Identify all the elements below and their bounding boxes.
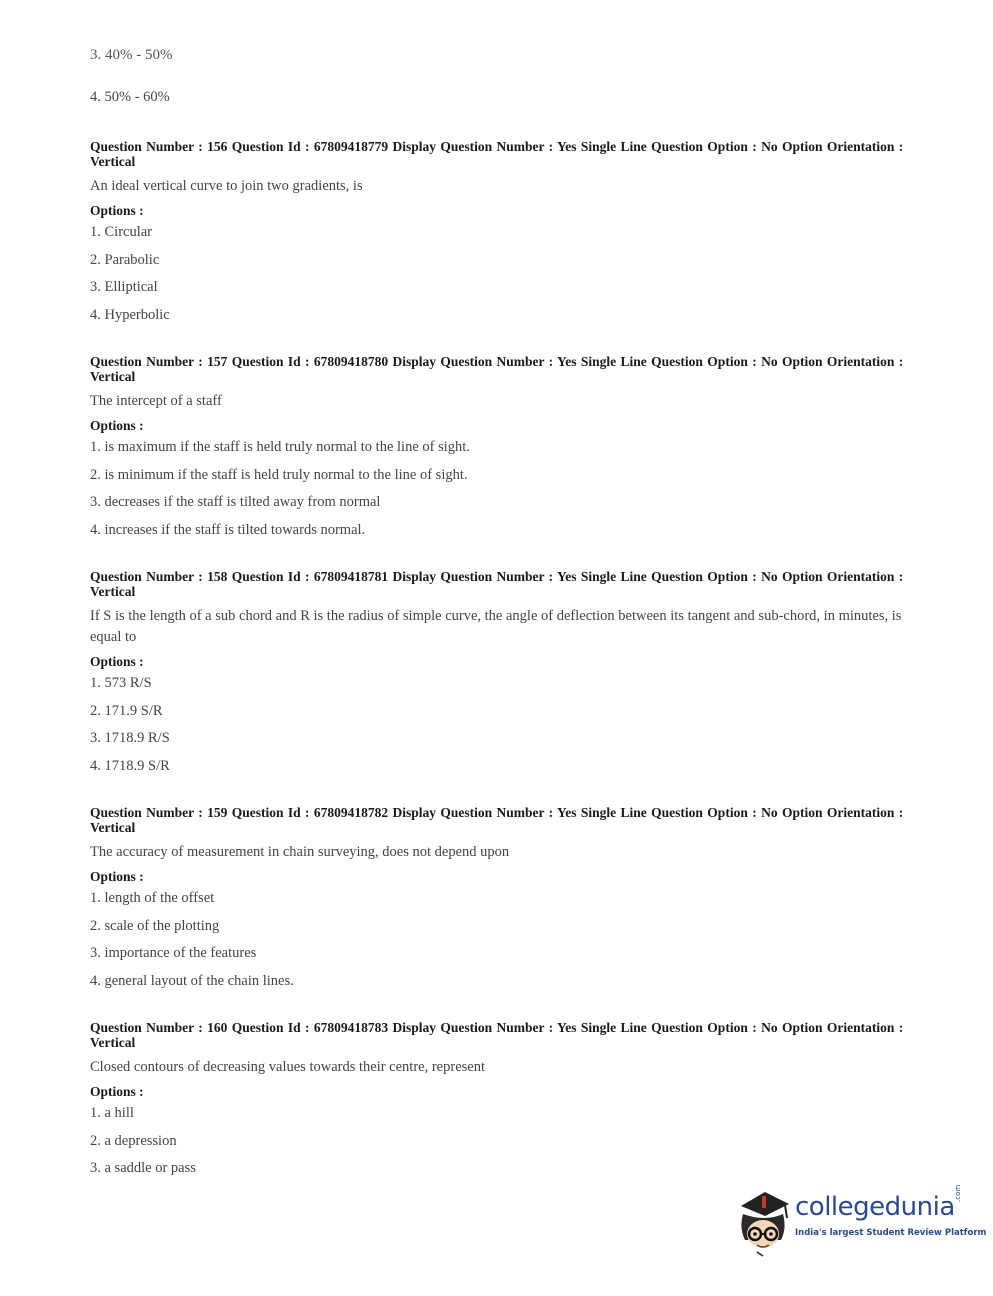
option-list <box>90 437 910 547</box>
question-text: The intercept of a staff <box>90 393 222 409</box>
options-label: Options : <box>90 203 144 218</box>
logo-suffix: .com <box>954 1184 962 1202</box>
option-list <box>90 1103 910 1186</box>
question-text: The accuracy of measurement in chain surveying, does not depend upon <box>90 844 510 860</box>
option-item: 3. decreases if the staff is tilted away from normal <box>90 494 381 510</box>
option-item: 4. 1718.9 S/R <box>90 757 170 774</box>
logo-wordmark: collegedunia <box>795 1192 955 1222</box>
option-item: 2. is minimum if the staff is held truly normal to the line of sight. <box>90 466 468 483</box>
option-list <box>90 673 910 783</box>
question-text: An ideal vertical curve to join two gradients, is <box>90 178 363 194</box>
question-block-158 <box>90 569 910 783</box>
question-meta: Question Number : 159 Question Id : 67809418782 Display Question Number : Yes Single Line Question Option : No Option Orientation : Vertical <box>90 805 904 835</box>
option-list <box>90 222 910 332</box>
option-item: 2. Parabolic <box>90 251 160 268</box>
option-item: 1. Circular <box>90 224 153 240</box>
option-item: 4. general layout of the chain lines. <box>90 972 294 989</box>
option-item: 2. a depression <box>90 1132 177 1149</box>
options-label: Options : <box>90 869 144 884</box>
option-item: 3. Elliptical <box>90 279 158 295</box>
question-block-159 <box>90 805 910 998</box>
option-item: 4. increases if the staff is tilted towards normal. <box>90 521 366 538</box>
logo-tagline: India's largest Student Review Platform <box>795 1228 987 1238</box>
option-item: 1. is maximum if the staff is held truly normal to the line of sight. <box>90 439 470 455</box>
option-list <box>90 888 910 998</box>
mascot-icon <box>735 1188 793 1258</box>
option-item: 1. a hill <box>90 1105 134 1121</box>
question-meta: Question Number : 156 Question Id : 67809418779 Display Question Number : Yes Single Line Question Option : No Option Orientation : Vertical <box>90 139 904 169</box>
option-item: 1. 573 R/S <box>90 675 152 691</box>
option-item: 3. importance of the features <box>90 945 257 961</box>
option-item: 1. length of the offset <box>90 890 215 906</box>
options-label: Options : <box>90 1084 144 1099</box>
question-block-160 <box>90 1020 910 1186</box>
options-label: Options : <box>90 654 144 669</box>
options-label: Options : <box>90 418 144 433</box>
question-block-157 <box>90 354 910 547</box>
option-item: 2. 171.9 S/R <box>90 702 163 719</box>
question-meta: Question Number : 158 Question Id : 67809418781 Display Question Number : Yes Single Line Question Option : No Option Orientation : Vertical <box>90 569 904 599</box>
option-item: 3. 1718.9 R/S <box>90 730 170 746</box>
option-item: 3. a saddle or pass <box>90 1160 196 1176</box>
option-item: 2. scale of the plotting <box>90 917 220 934</box>
question-text: Closed contours of decreasing values towards their centre, represent <box>90 1059 485 1075</box>
prev-option-4: 4. 50% - 60% <box>90 89 170 105</box>
question-meta: Question Number : 157 Question Id : 67809418780 Display Question Number : Yes Single Line Question Option : No Option Orientation : Vertical <box>90 354 904 384</box>
question-block-156 <box>90 139 910 332</box>
question-text: If S is the length of a sub chord and R is the radius of simple curve, the angle of deflection between its tangent and sub-chord, in minutes, is equal to <box>90 608 902 645</box>
partial-option: 3. 40% - 50% <box>90 47 173 63</box>
question-meta: Question Number : 160 Question Id : 67809418783 Display Question Number : Yes Single Line Question Option : No Option Orientation : Vertical <box>90 1020 904 1050</box>
collegedunia-logo <box>735 1184 987 1258</box>
option-item: 4. Hyperbolic <box>90 306 170 323</box>
